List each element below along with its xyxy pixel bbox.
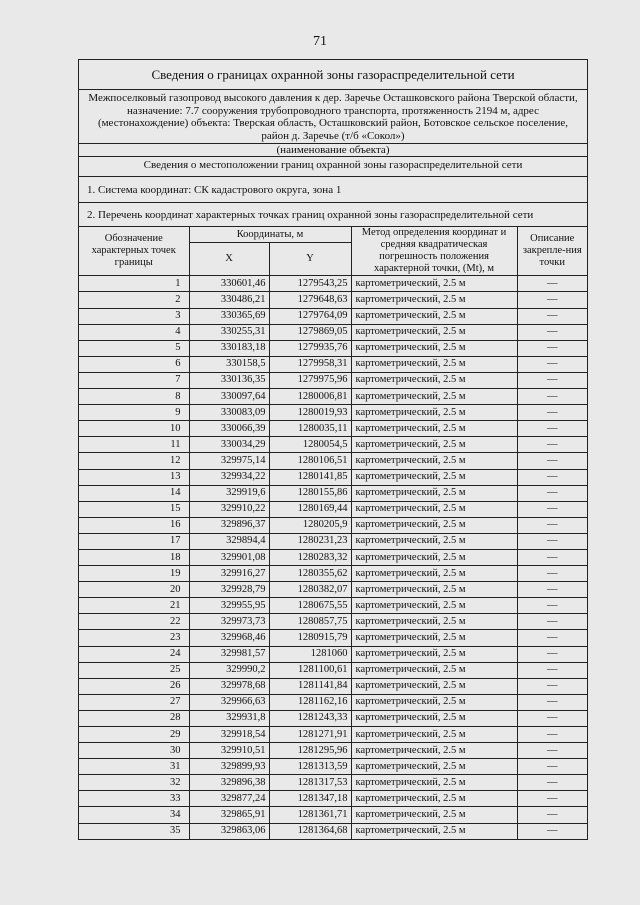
x-coordinate: 329975,14 bbox=[189, 453, 269, 469]
table-row bbox=[79, 324, 587, 340]
method-cell: картометрический, 2.5 м bbox=[351, 453, 517, 469]
point-number: 7 bbox=[79, 372, 189, 388]
y-coordinate: 1280675,55 bbox=[269, 598, 351, 614]
method-cell: картометрический, 2.5 м bbox=[351, 646, 517, 662]
y-coordinate: 1280205,9 bbox=[269, 517, 351, 533]
x-coordinate: 330066,39 bbox=[189, 421, 269, 437]
point-number: 30 bbox=[79, 743, 189, 759]
method-cell: картометрический, 2.5 м bbox=[351, 517, 517, 533]
table-row bbox=[79, 759, 587, 775]
fixing-cell: — bbox=[517, 324, 587, 340]
method-cell: картометрический, 2.5 м bbox=[351, 662, 517, 678]
header-method bbox=[351, 227, 517, 276]
y-coordinate: 1281243,33 bbox=[269, 710, 351, 726]
table-row bbox=[79, 727, 587, 743]
method-cell: картометрический, 2.5 м bbox=[351, 485, 517, 501]
fixing-cell: — bbox=[517, 614, 587, 630]
y-coordinate: 1281141,84 bbox=[269, 678, 351, 694]
table-row bbox=[79, 823, 587, 839]
x-coordinate: 329896,38 bbox=[189, 775, 269, 791]
method-cell: картометрический, 2.5 м bbox=[351, 356, 517, 372]
point-number: 10 bbox=[79, 421, 189, 437]
coord-system: 1. Система координат: СК кадастрового округа, зона 1 bbox=[79, 177, 587, 203]
fixing-cell: — bbox=[517, 356, 587, 372]
table-row bbox=[79, 469, 587, 485]
y-coordinate: 1281271,91 bbox=[269, 727, 351, 743]
method-cell: картометрический, 2.5 м bbox=[351, 759, 517, 775]
y-coordinate: 1280382,07 bbox=[269, 582, 351, 598]
point-number: 6 bbox=[79, 356, 189, 372]
method-cell: картометрический, 2.5 м bbox=[351, 566, 517, 582]
method-cell: картометрический, 2.5 м bbox=[351, 614, 517, 630]
method-cell: картометрический, 2.5 м bbox=[351, 630, 517, 646]
x-coordinate: 329931,8 bbox=[189, 710, 269, 726]
x-coordinate: 330136,35 bbox=[189, 372, 269, 388]
method-cell: картометрический, 2.5 м bbox=[351, 324, 517, 340]
y-coordinate: 1280141,85 bbox=[269, 469, 351, 485]
table-row bbox=[79, 549, 587, 565]
y-coordinate: 1279975,96 bbox=[269, 372, 351, 388]
y-coordinate: 1279869,05 bbox=[269, 324, 351, 340]
table-row bbox=[79, 453, 587, 469]
object-description: Межпоселковый газопровод высокого давления к дер. Заречье Осташковского района Тверской области, назначение: 7.7 сооружения трубопроводного транспорта, протяженность 2194 м, адрес (местонахождение) объекта: Тверская область, Осташковский район, Ботовское сельское поселение, район д. Заречье (т/б «Сокол») bbox=[79, 90, 587, 144]
table-row bbox=[79, 743, 587, 759]
x-coordinate: 329955,95 bbox=[189, 598, 269, 614]
table-row bbox=[79, 566, 587, 582]
y-coordinate: 1280915,79 bbox=[269, 630, 351, 646]
y-coordinate: 1280006,81 bbox=[269, 389, 351, 405]
fixing-cell: — bbox=[517, 276, 587, 292]
x-coordinate: 330365,69 bbox=[189, 308, 269, 324]
header-coords: Координаты, м bbox=[189, 227, 351, 242]
fixing-cell: — bbox=[517, 775, 587, 791]
table-row bbox=[79, 340, 587, 356]
y-coordinate: 1281364,68 bbox=[269, 823, 351, 839]
y-coordinate: 1280106,51 bbox=[269, 453, 351, 469]
points-list-caption: 2. Перечень координат характерных точках границ охранной зоны газораспределительной сети bbox=[79, 203, 587, 227]
point-number: 14 bbox=[79, 485, 189, 501]
fixing-cell: — bbox=[517, 807, 587, 823]
x-coordinate: 329896,37 bbox=[189, 517, 269, 533]
table-row bbox=[79, 276, 587, 292]
point-number: 15 bbox=[79, 501, 189, 517]
fixing-cell: — bbox=[517, 582, 587, 598]
fixing-cell: — bbox=[517, 372, 587, 388]
table-row bbox=[79, 694, 587, 710]
table-row bbox=[79, 662, 587, 678]
fixing-cell: — bbox=[517, 405, 587, 421]
point-number: 29 bbox=[79, 727, 189, 743]
method-cell: картометрический, 2.5 м bbox=[351, 340, 517, 356]
table-row bbox=[79, 533, 587, 549]
header-x: X bbox=[189, 243, 269, 276]
table-row bbox=[79, 485, 587, 501]
x-coordinate: 329863,06 bbox=[189, 823, 269, 839]
point-number: 25 bbox=[79, 662, 189, 678]
x-coordinate: 330097,64 bbox=[189, 389, 269, 405]
point-number: 18 bbox=[79, 549, 189, 565]
coordinates-table bbox=[79, 227, 587, 838]
method-cell: картометрический, 2.5 м bbox=[351, 276, 517, 292]
point-number: 33 bbox=[79, 791, 189, 807]
y-coordinate: 1280231,23 bbox=[269, 533, 351, 549]
x-coordinate: 329877,24 bbox=[189, 791, 269, 807]
fixing-cell: — bbox=[517, 421, 587, 437]
table-row bbox=[79, 372, 587, 388]
point-number: 4 bbox=[79, 324, 189, 340]
fixing-cell: — bbox=[517, 292, 587, 308]
method-cell: картометрический, 2.5 м bbox=[351, 678, 517, 694]
method-cell: картометрический, 2.5 м bbox=[351, 421, 517, 437]
fixing-cell: — bbox=[517, 759, 587, 775]
fixing-cell: — bbox=[517, 566, 587, 582]
y-coordinate: 1280169,44 bbox=[269, 501, 351, 517]
x-coordinate: 330158,5 bbox=[189, 356, 269, 372]
header-fixing: Описание закрепле-ния точки bbox=[517, 227, 587, 276]
method-cell: картометрический, 2.5 м bbox=[351, 582, 517, 598]
point-number: 32 bbox=[79, 775, 189, 791]
point-number: 1 bbox=[79, 276, 189, 292]
y-coordinate: 1280054,5 bbox=[269, 437, 351, 453]
x-coordinate: 329894,4 bbox=[189, 533, 269, 549]
fixing-cell: — bbox=[517, 598, 587, 614]
method-cell: картометрический, 2.5 м bbox=[351, 308, 517, 324]
fixing-cell: — bbox=[517, 389, 587, 405]
point-number: 3 bbox=[79, 308, 189, 324]
x-coordinate: 329981,57 bbox=[189, 646, 269, 662]
y-coordinate: 1281313,59 bbox=[269, 759, 351, 775]
point-number: 34 bbox=[79, 807, 189, 823]
y-coordinate: 1281361,71 bbox=[269, 807, 351, 823]
y-coordinate: 1279958,31 bbox=[269, 356, 351, 372]
x-coordinate: 329973,73 bbox=[189, 614, 269, 630]
point-number: 2 bbox=[79, 292, 189, 308]
table-row bbox=[79, 389, 587, 405]
x-coordinate: 329899,93 bbox=[189, 759, 269, 775]
method-cell: картометрический, 2.5 м bbox=[351, 533, 517, 549]
table-row bbox=[79, 421, 587, 437]
table-row bbox=[79, 710, 587, 726]
y-coordinate: 1280019,93 bbox=[269, 405, 351, 421]
method-cell: картометрический, 2.5 м bbox=[351, 372, 517, 388]
point-number: 5 bbox=[79, 340, 189, 356]
table-row bbox=[79, 405, 587, 421]
x-coordinate: 329910,51 bbox=[189, 743, 269, 759]
fixing-cell: — bbox=[517, 549, 587, 565]
fixing-cell: — bbox=[517, 662, 587, 678]
point-number: 11 bbox=[79, 437, 189, 453]
fixing-cell: — bbox=[517, 517, 587, 533]
table-row bbox=[79, 678, 587, 694]
fixing-cell: — bbox=[517, 533, 587, 549]
y-coordinate: 1279764,09 bbox=[269, 308, 351, 324]
fixing-cell: — bbox=[517, 485, 587, 501]
header-method-text: Метод определения координат и средняя квадратическая погрешность положения характерной точки, (Mt), м bbox=[361, 227, 507, 275]
table-row bbox=[79, 807, 587, 823]
header-y: Y bbox=[269, 243, 351, 276]
y-coordinate: 1281295,96 bbox=[269, 743, 351, 759]
x-coordinate: 329928,79 bbox=[189, 582, 269, 598]
method-cell: картометрический, 2.5 м bbox=[351, 791, 517, 807]
point-number: 8 bbox=[79, 389, 189, 405]
table-row bbox=[79, 582, 587, 598]
point-number: 31 bbox=[79, 759, 189, 775]
x-coordinate: 329919,6 bbox=[189, 485, 269, 501]
method-cell: картометрический, 2.5 м bbox=[351, 694, 517, 710]
table-row bbox=[79, 646, 587, 662]
x-coordinate: 329918,54 bbox=[189, 727, 269, 743]
y-coordinate: 1280283,32 bbox=[269, 549, 351, 565]
fixing-cell: — bbox=[517, 340, 587, 356]
x-coordinate: 330183,18 bbox=[189, 340, 269, 356]
table-row bbox=[79, 501, 587, 517]
x-coordinate: 329865,91 bbox=[189, 807, 269, 823]
y-coordinate: 1280035,11 bbox=[269, 421, 351, 437]
x-coordinate: 330034,29 bbox=[189, 437, 269, 453]
fixing-cell: — bbox=[517, 308, 587, 324]
point-number: 9 bbox=[79, 405, 189, 421]
header-point: Обозначение характерных точек границы bbox=[79, 227, 189, 276]
x-coordinate: 330601,46 bbox=[189, 276, 269, 292]
y-coordinate: 1281100,61 bbox=[269, 662, 351, 678]
point-number: 21 bbox=[79, 598, 189, 614]
point-number: 12 bbox=[79, 453, 189, 469]
method-cell: картометрический, 2.5 м bbox=[351, 469, 517, 485]
x-coordinate: 329910,22 bbox=[189, 501, 269, 517]
y-coordinate: 1281060 bbox=[269, 646, 351, 662]
y-coordinate: 1279543,25 bbox=[269, 276, 351, 292]
table-row bbox=[79, 598, 587, 614]
fixing-cell: — bbox=[517, 678, 587, 694]
x-coordinate: 329966,63 bbox=[189, 694, 269, 710]
x-coordinate: 329978,68 bbox=[189, 678, 269, 694]
method-cell: картометрический, 2.5 м bbox=[351, 823, 517, 839]
fixing-cell: — bbox=[517, 743, 587, 759]
fixing-cell: — bbox=[517, 694, 587, 710]
point-number: 20 bbox=[79, 582, 189, 598]
location-caption: Сведения о местоположении границ охранной зоны газораспределительной сети bbox=[79, 157, 587, 177]
table-row bbox=[79, 775, 587, 791]
method-cell: картометрический, 2.5 м bbox=[351, 501, 517, 517]
table-row bbox=[79, 292, 587, 308]
point-number: 24 bbox=[79, 646, 189, 662]
y-coordinate: 1281347,18 bbox=[269, 791, 351, 807]
fixing-cell: — bbox=[517, 791, 587, 807]
fixing-cell: — bbox=[517, 710, 587, 726]
document-frame bbox=[78, 59, 588, 840]
point-number: 16 bbox=[79, 517, 189, 533]
point-number: 35 bbox=[79, 823, 189, 839]
x-coordinate: 330255,31 bbox=[189, 324, 269, 340]
fixing-cell: — bbox=[517, 501, 587, 517]
table-row bbox=[79, 517, 587, 533]
point-number: 27 bbox=[79, 694, 189, 710]
fixing-cell: — bbox=[517, 469, 587, 485]
method-cell: картометрический, 2.5 м bbox=[351, 743, 517, 759]
document-title: Сведения о границах охранной зоны газораспределительной сети bbox=[79, 60, 587, 90]
y-coordinate: 1281162,16 bbox=[269, 694, 351, 710]
point-number: 22 bbox=[79, 614, 189, 630]
fixing-cell: — bbox=[517, 437, 587, 453]
fixing-cell: — bbox=[517, 823, 587, 839]
x-coordinate: 329990,2 bbox=[189, 662, 269, 678]
x-coordinate: 329901,08 bbox=[189, 549, 269, 565]
method-cell: картометрический, 2.5 м bbox=[351, 727, 517, 743]
coordinates-body bbox=[79, 276, 587, 839]
table-row bbox=[79, 356, 587, 372]
method-cell: картометрический, 2.5 м bbox=[351, 549, 517, 565]
y-coordinate: 1281317,53 bbox=[269, 775, 351, 791]
point-number: 23 bbox=[79, 630, 189, 646]
y-coordinate: 1280355,62 bbox=[269, 566, 351, 582]
y-coordinate: 1279648,63 bbox=[269, 292, 351, 308]
point-number: 28 bbox=[79, 710, 189, 726]
y-coordinate: 1279935,76 bbox=[269, 340, 351, 356]
y-coordinate: 1280857,75 bbox=[269, 614, 351, 630]
x-coordinate: 329934,22 bbox=[189, 469, 269, 485]
x-coordinate: 329968,46 bbox=[189, 630, 269, 646]
fixing-cell: — bbox=[517, 727, 587, 743]
table-row bbox=[79, 614, 587, 630]
method-cell: картометрический, 2.5 м bbox=[351, 292, 517, 308]
table-row bbox=[79, 437, 587, 453]
method-cell: картометрический, 2.5 м bbox=[351, 775, 517, 791]
x-coordinate: 329916,27 bbox=[189, 566, 269, 582]
point-number: 17 bbox=[79, 533, 189, 549]
page-number: 71 bbox=[313, 34, 327, 49]
point-number: 26 bbox=[79, 678, 189, 694]
table-row bbox=[79, 791, 587, 807]
fixing-cell: — bbox=[517, 646, 587, 662]
method-cell: картометрический, 2.5 м bbox=[351, 405, 517, 421]
y-coordinate: 1280155,86 bbox=[269, 485, 351, 501]
method-cell: картометрический, 2.5 м bbox=[351, 437, 517, 453]
method-cell: картометрический, 2.5 м bbox=[351, 807, 517, 823]
x-coordinate: 330083,09 bbox=[189, 405, 269, 421]
x-coordinate: 330486,21 bbox=[189, 292, 269, 308]
point-number: 13 bbox=[79, 469, 189, 485]
method-cell: картометрический, 2.5 м bbox=[351, 389, 517, 405]
fixing-cell: — bbox=[517, 630, 587, 646]
method-cell: картометрический, 2.5 м bbox=[351, 710, 517, 726]
table-row bbox=[79, 630, 587, 646]
fixing-cell: — bbox=[517, 453, 587, 469]
object-name-caption: (наименование объекта) bbox=[79, 144, 587, 157]
method-cell: картометрический, 2.5 м bbox=[351, 598, 517, 614]
point-number: 19 bbox=[79, 566, 189, 582]
table-row bbox=[79, 308, 587, 324]
